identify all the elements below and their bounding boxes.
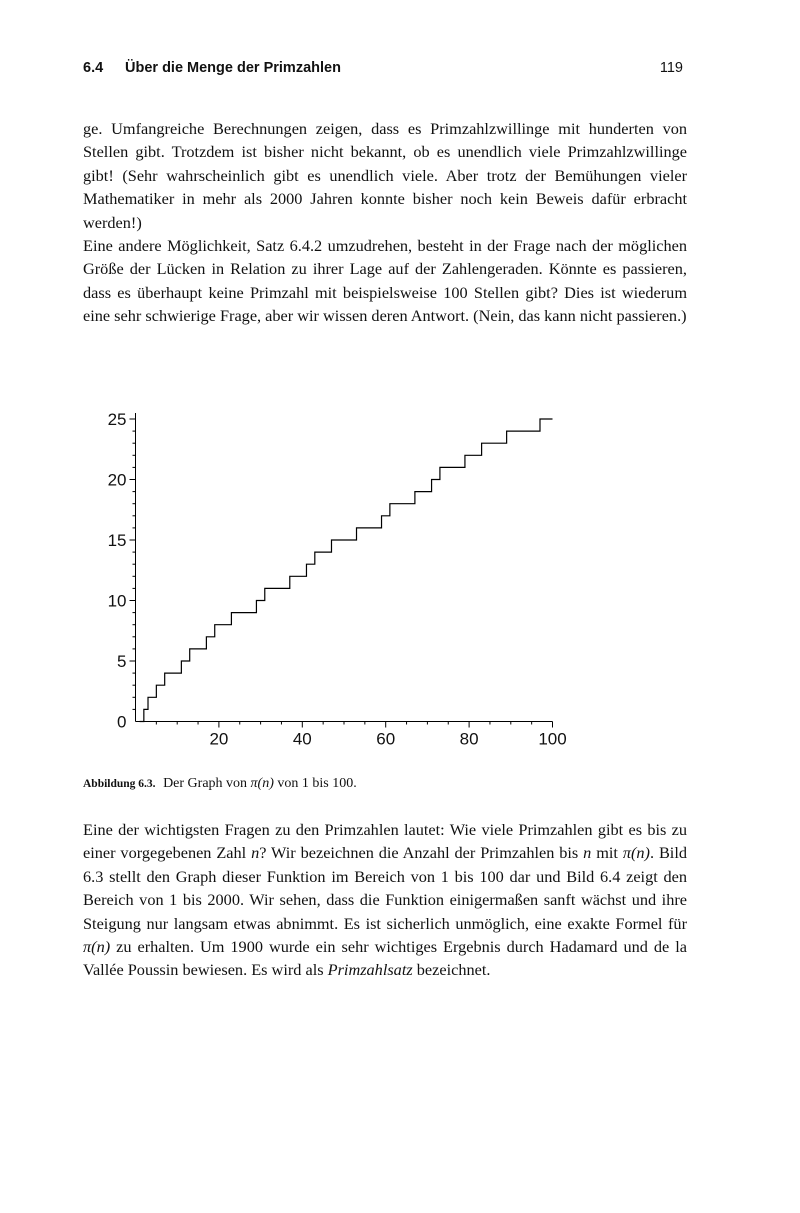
pi-step-line — [140, 419, 553, 722]
caption-label: Abbildung 6.3. — [83, 778, 156, 790]
prime-counting-chart — [0, 390, 800, 760]
chart-tick-labels — [108, 410, 567, 749]
p3-text-4: . Bild 6.3 stellt den Graph dieser Funktion im Bereich von 1 bis 100 dar und Bild 6.4 zeigt den Bereich von 1 bis 2000. Wir sehen, dass die Funktion einigermaßen sanft wächst und ihre Steigung nur langsam etwas abnimmt. Es ist sicherlich unmöglich, eine exakte Formel für — [83, 843, 687, 933]
caption-math: π(n) — [250, 776, 274, 791]
y-tick-label: 0 — [117, 712, 127, 732]
section-title: Über die Menge der Primzahlen — [125, 60, 341, 76]
x-tick-label: 80 — [459, 729, 479, 749]
running-header — [83, 60, 683, 84]
x-tick-label: 100 — [538, 729, 567, 749]
paragraph-3 — [83, 818, 687, 982]
paragraph-2: Eine andere Möglichkeit, Satz 6.4.2 umzudrehen, besteht in der Frage nach der möglichen Größe der Lücken in Relation zu ihrer Lage auf der Zahlengeraden. Könnte es passieren, dass es überhaupt keine Primzahl mit beispielsweise 100 Stellen gibt? Dies ist wiederum eine sehr schwierige Frage, aber wir wissen deren Antwort. (Nein, das kann nicht passieren.) — [83, 236, 687, 326]
y-tick-label: 25 — [107, 410, 127, 429]
p3-math-2: n — [583, 843, 592, 863]
figure-caption — [83, 776, 683, 792]
p3-text-3: mit — [596, 843, 618, 863]
p3-text-5: zu erhalten. Um 1900 wurde ein sehr wichtiges Ergebnis durch Hadamard und de la Vallée Poussin bewiesen. Es wird als — [83, 937, 687, 980]
paragraph-1: ge. Umfangreiche Berechnungen zeigen, dass es Primzahlzwillinge mit hunderten von Stellen gibt. Trotzdem ist bisher nicht bekannt, ob es unendlich viele Primzahlzwillinge gibt! (Sehr wahrscheinlich gibt es unendlich viele. Aber trotz der Bemühungen vieler Mathematiker in mehr als 2000 Jahren konnte bisher noch kein Beweis dafür erbracht werden!) — [83, 119, 687, 232]
p3-emphasis: Primzahlsatz — [327, 960, 413, 980]
page-number: 119 — [659, 60, 683, 76]
section-number: 6.4 — [83, 60, 104, 76]
caption-text-before: Der Graph von — [163, 776, 248, 791]
p3-text-1: Eine der wichtigsten Fragen zu den Primzahlen lautet: Wie viele Primzahlen gibt es bis zu einer vorgegebenen Zahl — [83, 820, 687, 863]
p3-math-3: π(n) — [622, 843, 650, 863]
p3-text-2: ? Wir bezeichnen die Anzahl der Primzahlen bis — [259, 843, 579, 863]
x-tick-label: 60 — [376, 729, 396, 749]
caption-text-after: von 1 bis 100. — [277, 776, 357, 791]
p3-math-4: π(n) — [83, 937, 111, 957]
x-tick-label: 40 — [292, 729, 312, 749]
y-tick-label: 20 — [107, 470, 127, 490]
chart-ticks — [130, 419, 553, 728]
y-tick-label: 15 — [107, 531, 127, 550]
y-tick-label: 10 — [107, 591, 127, 611]
p3-text-6: bezeichnet. — [416, 960, 491, 980]
p3-math-1: n — [251, 843, 260, 863]
chart-axes — [136, 413, 553, 722]
x-tick-label: 20 — [209, 729, 229, 749]
y-tick-label: 5 — [117, 652, 127, 671]
